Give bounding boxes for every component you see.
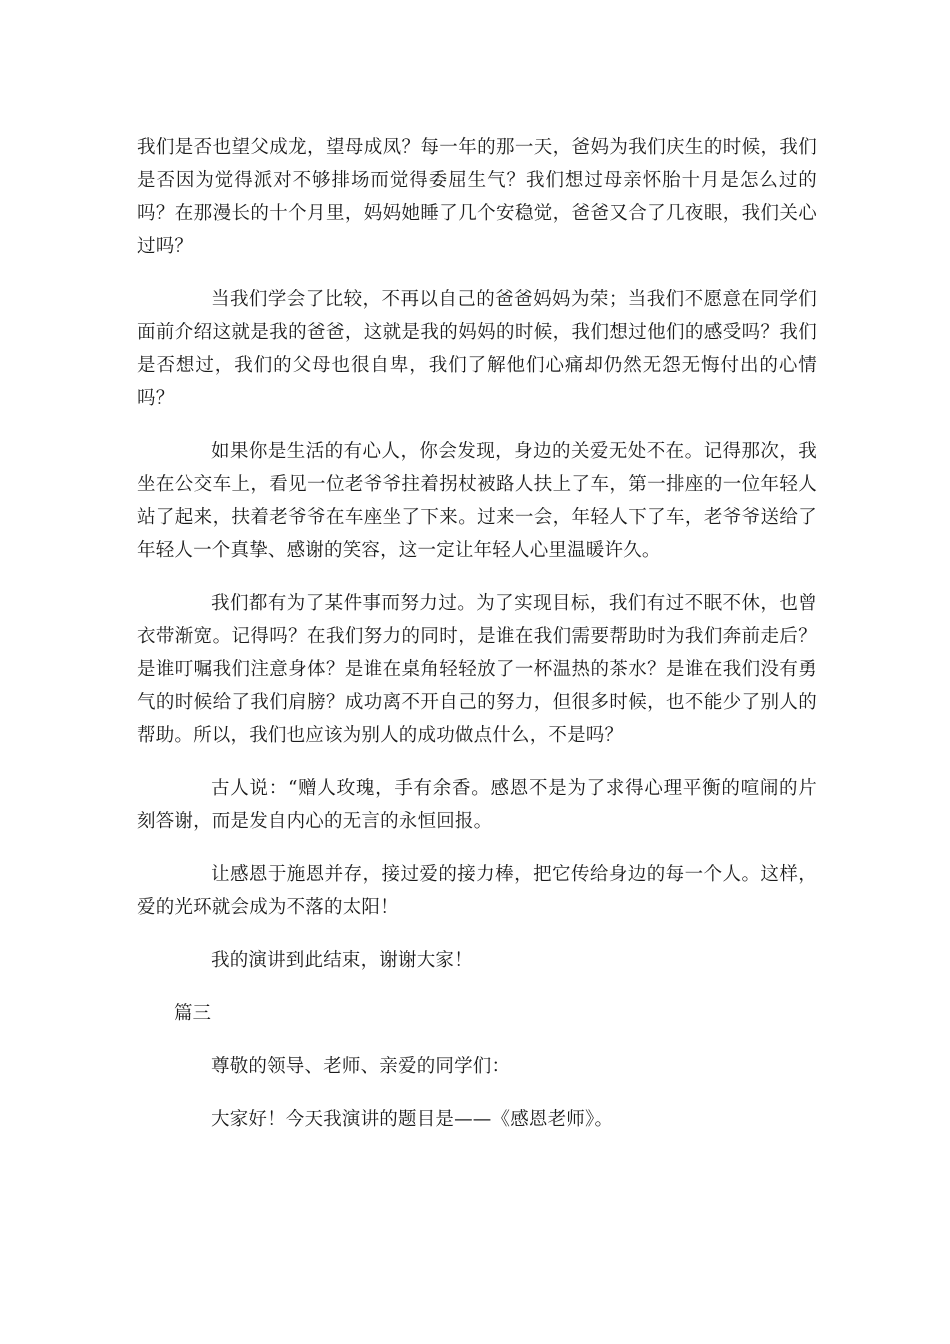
paragraph-bus-story: 如果你是生活的有心人，你会发现，身边的关爱无处不在。记得那次，我坐在公交车上，看见一位老爷爷拄着拐杖被路人扶上了车，第一排座的一位年轻人站了起来，扶着老爷爷在车座坐了下来。过来一会，年轻人下了车，老爷爷送给了年轻人一个真挚、感谢的笑容，这一定让年轻人心里温暖许久。 (137, 441, 817, 561)
paragraph-parents-birthday: 我们是否也望父成龙，望母成凤？每一年的那一天，爸妈为我们庆生的时候，我们是否因为觉得派对不够排场而觉得委屈生气？我们想过母亲怀胎十月是怎么过的吗？在那漫长的十个月里，妈妈她睡了几个安稳觉，爸爸又合了几夜眼，我们关心过吗？ (137, 137, 817, 257)
section-title: 篇三 (174, 1003, 212, 1024)
paragraph-effort: 我们都有为了某件事而努力过。为了实现目标，我们有过不眠不休，也曾衣带渐宽。记得吗？在我们努力的同时，是谁在我们需要帮助时为我们奔前走后？是谁叮嘱我们注意身体？是谁在桌角轻轻放了一杯温热的茶水？是谁在我们没有勇气的时候给了我们肩膀？成功离不开自己的努力，但很多时候，也不能少了别人的帮助。所以，我们也应该为别人的成功做点什么，不是吗？ (137, 593, 817, 746)
document-body (137, 131, 817, 1136)
paragraph-ancient-saying: 古人说：“赠人玫瑰，手有余香。感恩不是为了求得心理平衡的喧闹的片刻答谢，而是发自内心的无言的永恒回报。 (137, 778, 817, 832)
paragraph-gratitude-relay: 让感恩于施恩并存，接过爱的接力棒，把它传给身边的每一个人。这样，爱的光环就会成为不落的太阳！ (137, 864, 817, 918)
paragraph-closing: 我的演讲到此结束，谢谢大家！ (211, 950, 473, 971)
salutation: 尊敬的领导、老师、亲爱的同学们： (211, 1056, 511, 1077)
speech-opening: 大家好！今天我演讲的题目是——《感恩老师》。 (211, 1109, 614, 1130)
paragraph-comparison: 当我们学会了比较，不再以自己的爸爸妈妈为荣；当我们不愿意在同学们面前介绍这就是我的爸爸，这就是我的妈妈的时候，我们想过他们的感受吗？我们是否想过，我们的父母也很自卑，我们了解他们心痛却仍然无怨无悔付出的心情吗？ (137, 289, 817, 409)
